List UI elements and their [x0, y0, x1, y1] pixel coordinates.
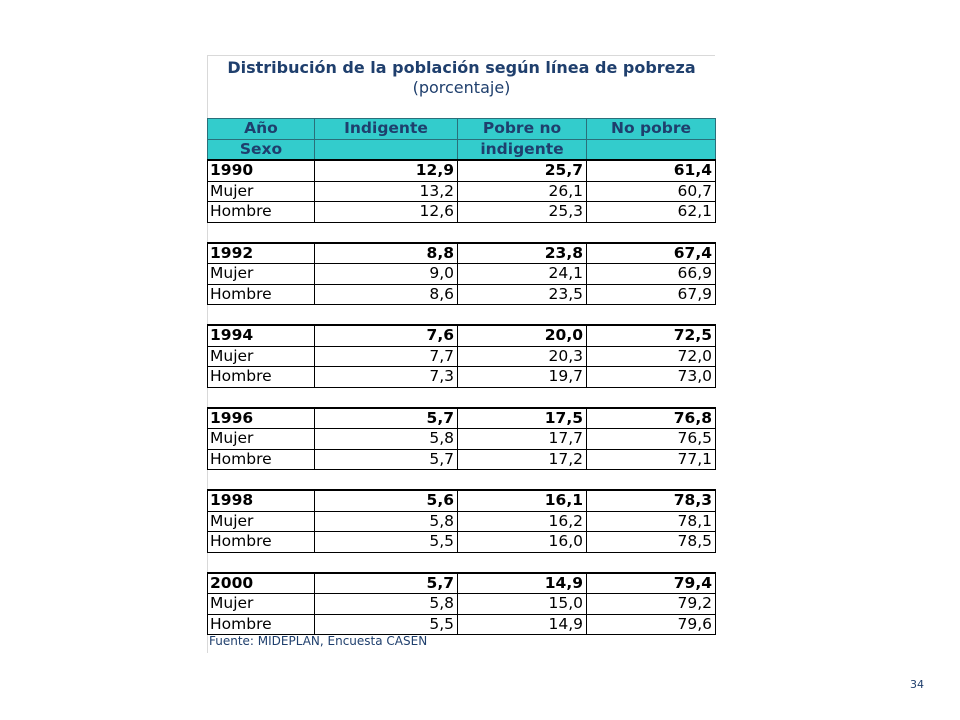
- table-row: [208, 594, 716, 615]
- table-row: [208, 449, 716, 470]
- value-cell: 73,0: [587, 367, 716, 388]
- value-cell: 26,1: [458, 181, 587, 202]
- table-row: [208, 264, 716, 285]
- value-cell: 16,0: [458, 532, 587, 553]
- value-cell: 20,0: [458, 325, 587, 346]
- value-cell: 5,6: [315, 490, 458, 511]
- value-cell: 72,0: [587, 346, 716, 367]
- value-cell: 5,7: [315, 449, 458, 470]
- table-row: [208, 346, 716, 367]
- sex-cell: Mujer: [208, 429, 315, 450]
- page-number: 34: [910, 678, 924, 691]
- value-cell: 67,9: [587, 284, 716, 305]
- value-cell: 16,1: [458, 490, 587, 511]
- value-cell: 79,2: [587, 594, 716, 615]
- sex-cell: Mujer: [208, 511, 315, 532]
- value-cell: 78,3: [587, 490, 716, 511]
- source-note: Fuente: MIDEPLAN, Encuesta CASEN: [209, 634, 428, 648]
- value-cell: 12,6: [315, 202, 458, 223]
- header-cell: Sexo: [208, 139, 315, 160]
- value-cell: 66,9: [587, 264, 716, 285]
- value-cell: 72,5: [587, 325, 716, 346]
- header-cell: [587, 139, 716, 160]
- value-cell: 17,7: [458, 429, 587, 450]
- year-cell: 1994: [208, 325, 315, 346]
- value-cell: 5,5: [315, 532, 458, 553]
- value-cell: 17,2: [458, 449, 587, 470]
- table-row-year: [208, 490, 716, 511]
- value-cell: 76,8: [587, 408, 716, 429]
- value-cell: 25,7: [458, 160, 587, 181]
- sex-cell: Hombre: [208, 367, 315, 388]
- header-row-2: [208, 139, 716, 160]
- header-cell: [315, 139, 458, 160]
- value-cell: 62,1: [587, 202, 716, 223]
- spacer-row: [208, 387, 716, 408]
- value-cell: 14,9: [458, 573, 587, 594]
- table-row: [208, 429, 716, 450]
- table-row: [208, 367, 716, 388]
- table-row: [208, 511, 716, 532]
- title-line-1: Distribución de la población según línea de pobreza: [227, 58, 696, 77]
- table-title: [209, 58, 714, 98]
- sex-cell: Hombre: [208, 532, 315, 553]
- value-cell: 24,1: [458, 264, 587, 285]
- value-cell: 67,4: [587, 243, 716, 264]
- value-cell: 14,9: [458, 614, 587, 635]
- value-cell: 60,7: [587, 181, 716, 202]
- header-row-1: [208, 119, 716, 140]
- value-cell: 78,5: [587, 532, 716, 553]
- value-cell: 23,5: [458, 284, 587, 305]
- spacer-row: [208, 305, 716, 326]
- value-cell: 23,8: [458, 243, 587, 264]
- value-cell: 15,0: [458, 594, 587, 615]
- sex-cell: Hombre: [208, 284, 315, 305]
- year-cell: 1990: [208, 160, 315, 181]
- spacer-cell: [208, 305, 716, 326]
- spacer-row: [208, 470, 716, 491]
- table-row-year: [208, 408, 716, 429]
- value-cell: 16,2: [458, 511, 587, 532]
- value-cell: 7,3: [315, 367, 458, 388]
- value-cell: 5,7: [315, 408, 458, 429]
- value-cell: 17,5: [458, 408, 587, 429]
- value-cell: 13,2: [315, 181, 458, 202]
- sex-cell: Mujer: [208, 181, 315, 202]
- value-cell: 19,7: [458, 367, 587, 388]
- value-cell: 5,8: [315, 594, 458, 615]
- table-row-year: [208, 573, 716, 594]
- year-cell: 1992: [208, 243, 315, 264]
- value-cell: 78,1: [587, 511, 716, 532]
- value-cell: 5,7: [315, 573, 458, 594]
- value-cell: 61,4: [587, 160, 716, 181]
- value-cell: 8,6: [315, 284, 458, 305]
- sex-cell: Hombre: [208, 614, 315, 635]
- value-cell: 7,6: [315, 325, 458, 346]
- value-cell: 5,8: [315, 511, 458, 532]
- header-cell: indigente: [458, 139, 587, 160]
- table-row: [208, 284, 716, 305]
- header-cell: No pobre: [587, 119, 716, 140]
- value-cell: 5,5: [315, 614, 458, 635]
- year-cell: 2000: [208, 573, 315, 594]
- value-cell: 8,8: [315, 243, 458, 264]
- poverty-table: [207, 118, 716, 635]
- table-row: [208, 181, 716, 202]
- sex-cell: Mujer: [208, 594, 315, 615]
- table-row-year: [208, 243, 716, 264]
- table-row-year: [208, 325, 716, 346]
- table-row: [208, 614, 716, 635]
- header-cell: Indigente: [315, 119, 458, 140]
- spacer-cell: [208, 387, 716, 408]
- value-cell: 77,1: [587, 449, 716, 470]
- title-line-2: (porcentaje): [412, 78, 511, 97]
- sex-cell: Mujer: [208, 346, 315, 367]
- header-cell: Pobre no: [458, 119, 587, 140]
- spacer-row: [208, 552, 716, 573]
- value-cell: 5,8: [315, 429, 458, 450]
- table-row-year: [208, 160, 716, 181]
- table-row: [208, 532, 716, 553]
- year-cell: 1996: [208, 408, 315, 429]
- value-cell: 79,6: [587, 614, 716, 635]
- value-cell: 7,7: [315, 346, 458, 367]
- spacer-row: [208, 222, 716, 243]
- spacer-cell: [208, 552, 716, 573]
- value-cell: 25,3: [458, 202, 587, 223]
- value-cell: 12,9: [315, 160, 458, 181]
- value-cell: 20,3: [458, 346, 587, 367]
- sex-cell: Mujer: [208, 264, 315, 285]
- value-cell: 79,4: [587, 573, 716, 594]
- sex-cell: Hombre: [208, 202, 315, 223]
- table-row: [208, 202, 716, 223]
- spacer-cell: [208, 222, 716, 243]
- spacer-cell: [208, 470, 716, 491]
- value-cell: 9,0: [315, 264, 458, 285]
- sex-cell: Hombre: [208, 449, 315, 470]
- header-cell: Año: [208, 119, 315, 140]
- year-cell: 1998: [208, 490, 315, 511]
- value-cell: 76,5: [587, 429, 716, 450]
